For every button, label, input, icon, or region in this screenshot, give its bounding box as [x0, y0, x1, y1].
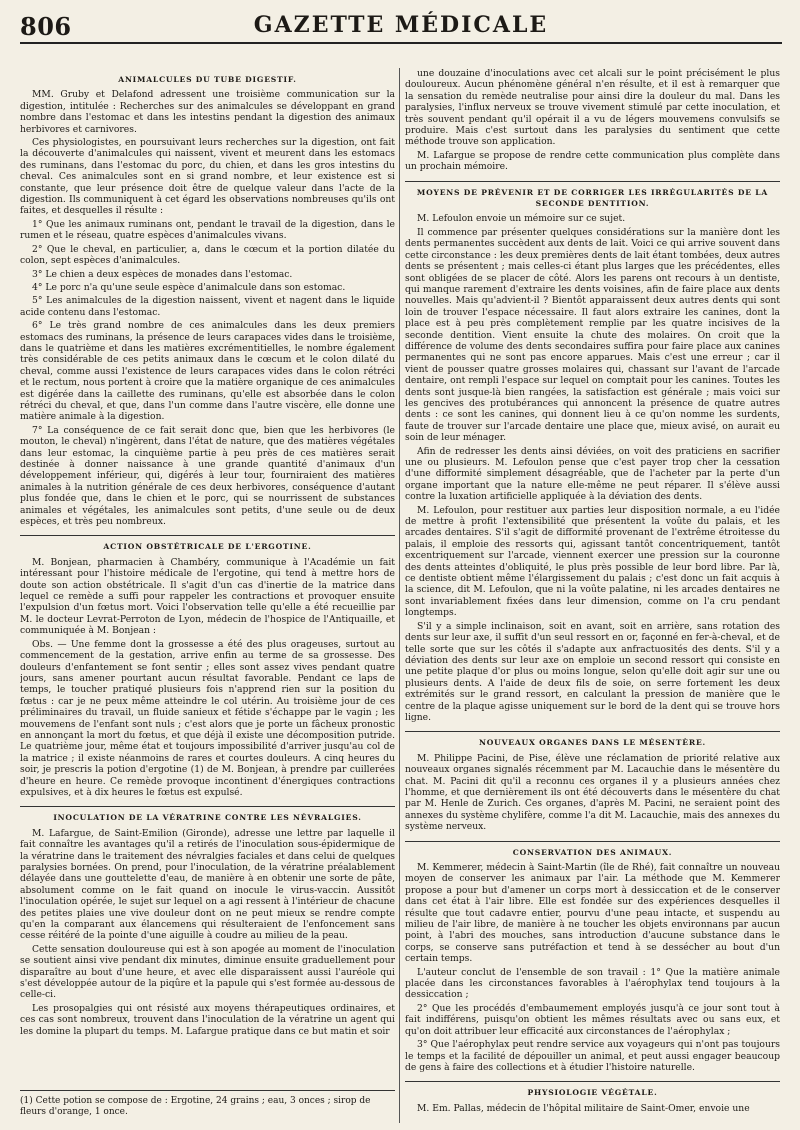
paragraph: 3° Que l'aérophylax peut rendre service aux voyageurs qui n'ont pas toujours le temps et la facilité de dépouiller un animal, et peut aussi engager beaucoup de gens à faire des collections et à étudier l'histoire naturelle. — [405, 1039, 780, 1073]
paragraph: M. Bonjean, pharmacien à Chambéry, communique à l'Académie un fait intéressant pour l'histoire médicale de l'ergotine, qui tend à mettre hors de doute son action obstétricale. Il s'agit d'un cas d'inertie de la matrice dans lequel ce remède a suffi pour rappeler les contractions et provoquer ensuite l'expulsion d'un fœtus mort. Voici l'observation telle qu'elle a été recueillie par M. le docteur Levrat-Perroton de Lyon, médecin de l'hospice de l'Antiquaille, et communiquée à M. Bonjean : — [20, 556, 395, 637]
paragraph: une douzaine d'inoculations avec cet alcali sur le point précisément le plus douloureux. Aucun phénomène général n'en résulte, et il est à remarquer que la sensation du remède neutralise pour ainsi dire la douleur du mal. Dans les paralysies, l'influx nerveux se trouve vivement stimulé par cette inoculation, et très souvent pendant qu'il opérait il a vu de légers mouvemens convulsifs se produire. Mais c'est surtout dans les paralysies du sentiment que cette méthode trouve son application. — [405, 68, 780, 148]
paragraph: M. Em. Pallas, médecin de l'hôpital militaire de Saint-Omer, envoie une — [417, 1102, 750, 1114]
paragraph: 3° Le chien a deux espèces de monades dans l'estomac. — [32, 268, 293, 280]
paragraph: 2° Que les procédés d'embaumement employés jusqu'à ce jour sont tout à fait indifférens, puisqu'on obtient les mêmes résultats avec ou sans eux, et qu'on doit attribuer leur efficacité aux circonstances de l'aérophylax ; — [405, 1002, 780, 1037]
paragraph: Obs. — Une femme dont la grossesse a été des plus orageuses, surtout au commencement de la gestation, arrive enfin au terme de sa grossesse. Des douleurs d'enfantement se font sentir ; elles sont assez vives pendant quatre jours, sans amener pourtant aucun résultat favorable. Pendant ce laps de temps, le toucher pratiqué plusieurs fois n'apprend rien sur la position du fœtus : car je ne peux même atteindre le col utérin. Au troisième jour de ces préliminaires du travail, un fluide sanieux et fétide s'échappe par le vagin ; les mouvemens de l'enfant sont nuls ; c'est alors que je porte un fâcheux pronostic en annonçant la mort du fœtus, et que déjà il existe une décomposition putride. Le quatrième jour, même état et toujours impossibilité d'arriver jusqu'au col de la matrice ; il existe néanmoins de rares et courtes douleurs. A cinq heures du soir, je prescris la potion d'ergotine (1) de M. Bonjean, à prendre par cuillerées d'heure en heure. Ce remède provoque incontinent d'énergiques contractions expulsives, et à dix heures le fœtus est expulsé. — [20, 638, 395, 798]
paragraph: M. Kemmerer, médecin à Saint-Martin (île de Rhé), fait connaître un nouveau moyen de conserver les animaux par l'air. La méthode que M. Kemmerer propose a pour but d'amener un corps mort à dessiccation et de le conserver dans cet état à l'air libre. Elle est fondée sur des expériences desquelles il résulte que tout cadavre entier, pourvu d'une peau intacte, et suspendu au milieu de l'air libre, de manière à ne toucher les objets environnans par aucun point, à l'abri des mouches, sans introduction d'aucune substance dans le corps, se conserve sans putréfaction et tend à se dessécher au bout d'un certain temps. — [405, 862, 780, 965]
section-title: MOYENS DE PRÉVENIR ET DE CORRIGER LES IRRÉGULARITÉS DE LA SECONDE DENTITION. — [405, 181, 780, 210]
section-title: CONSERVATION DES ANIMAUX. — [405, 841, 780, 858]
section-title: ACTION OBSTÉTRICALE DE L'ERGOTINE. — [20, 535, 395, 552]
paragraph: Il commence par présenter quelques considérations sur la manière dont les dents permanentes succèdent aux dents de lait. Voici ce qui arrive souvent dans cette circonstance : les deux premières dents de lait étant tombées, deux autres dents se présentent ; mais celles-ci étant plus larges que les précédentes, elles sont obligées de se placer de côté. Alors les parens ont recours à un dentiste, qui manque rarement d'extraire les dents voisines, afin de faire place aux dents nouvelles. Mais qu'advient-il ? Bientôt apparaissent deux autres dents qui sont loin de trouver l'espace nécessaire. Il faut alors extraire les canines, dont la place est à peu près complètement remplie par les quatre incisives de la seconde dentition. Vient ensuite la chute des molaires. On croit que la différence de volume des dents secondaires suffira pour faire place aux canines permanentes qui ne sont pas encore apparues. Mais c'est une erreur ; car il vient de pousser quatre grosses molaires qui, chassant sur l'avant de l'arcade dentaire, ont rempli l'espace sur lequel on comptait pour les canines. Toutes les dents sont jusque-là bien rangées, la satisfaction est générale ; mais voici sur les gencives des protubérances qui annoncent la présence de quatre autres dents : ce sont les canines, qui donnent lieu à ce qu'on nomme les surdents, faute de trouver sur l'arcade dentaire une place que, mieux avisé, on aurait eu soin de leur ménager. — [405, 226, 780, 444]
paragraph: 2° Que le cheval, en particulier, a, dans le cœcum et la portion dilatée du colon, sept espèces d'animalcules. — [20, 243, 395, 267]
masthead-title: GAZETTE MÉDICALE — [253, 12, 549, 38]
paragraph: M. Philippe Pacini, de Pise, élève une réclamation de priorité relative aux nouveaux organes signalés récemment par M. Lacauchie dans le mésentère du chat. M. Pacini dit qu'il a reconnu ces organes il y a plusieurs années chez l'homme, et que dernièrement ils ont été découverts dans le mésentère du chat par M. Henle de Zurich. Ces organes, d'après M. Pacini, ne seraient point des annexes du système chylifère, comme l'a dit M. Lacauchie, mais des annexes du système nerveux. — [405, 752, 780, 833]
column-divider — [399, 68, 400, 1123]
right-column — [405, 68, 780, 1123]
section-title: NOUVEAUX ORGANES DANS LE MÉSENTÈRE. — [405, 731, 780, 748]
paragraph: M. Lafargue, de Saint-Emilion (Gironde), adresse une lettre par laquelle il fait connaître les avantages qu'il a retirés de l'inoculation sous-épidermique de la vératrine dans le traitement des névralgies faciales et dans celui de quelques paralysies bornées. On prend, pour l'inoculation, de la vératrine préalablement délayée dans une gouttelette d'eau, de manière à en obtenir une sorte de pâte, absolument comme on le fait quand on inocule le virus-vaccin. Aussitôt l'inoculation opérée, le sujet sur lequel on a agi ressent à l'intérieur de chacune des petites plaies une vive douleur dont on ne peut mieux se rendre compte qu'en la comparant aux élancemens qui résulteraient de l'enfoncement sans cesse réitéré de la pointe d'une aiguille à coudre au milieu de la peau. — [20, 827, 395, 942]
paragraph: Les prosopalgies qui ont résisté aux moyens thérapeutiques ordinaires, et ces cas sont nombreux, trouvent dans l'inoculation de la vératrine un agent qui les domine la plupart du temps. M. Lafargue pratique dans ce but matin et soir — [20, 1002, 395, 1037]
paragraph: S'il y a simple inclinaison, soit en avant, soit en arrière, sans rotation des dents sur leur axe, il suffit d'un seul ressort en or, façonné en fer-à-cheval, et de telle sorte que sur les côtés il s'adapte aux anfractuosités des dents. S'il y a déviation des dents sur leur axe on emploie un second ressort qui consiste en une petite plaque d'or plus ou moins longue, selon qu'elle doit agir sur une ou plusieurs dents. A l'aide de deux fils de soie, on serre fortement les deux extrémités sur le grand ressort, en calculant la pression de manière que le centre de la plaque agisse uniquement sur le bord de la dent qui se trouve hors ligne. — [405, 620, 780, 723]
page-header — [20, 12, 782, 44]
paragraph: M. Lefoulon envoie un mémoire sur ce sujet. — [417, 213, 626, 225]
page-number: 806 — [20, 12, 72, 41]
paragraph: Cette sensation douloureuse qui est à son apogée au moment de l'inoculation se soutient ainsi vive pendant dix minutes, diminue ensuite graduellement pour disparaître au bout d'une heure, et avec elle disparaissent aussi l'auréole qui s'est développée autour de la piqûre et la papule qui s'est formée au-dessous de celle-ci. — [20, 943, 395, 1001]
paragraph: Ces physiologistes, en poursuivant leurs recherches sur la digestion, ont fait la découverte d'animalcules qui naissent, vivent et meurent dans les estomacs des ruminans, dans l'estomac du porc, du chien, et dans les gros intestins du cheval. Ces animalcules sont en si grand nombre, et leur existence est si constante, que leur présence doit être de quelque valeur dans l'acte de la digestion. Ils communiquent à cet égard les observations nombreuses qu'ils ont faites, et desquelles il résulte : — [20, 137, 395, 217]
section-title: INOCULATION DE LA VÉRATRINE CONTRE LES NÉVRALGIES. — [20, 806, 395, 823]
footnote: (1) Cette potion se compose de : Ergotine, 24 grains ; eau, 3 onces ; sirop de fleurs d'orange, 1 once. — [20, 1090, 395, 1118]
section-title: ANIMALCULES DU TUBE DIGESTIF. — [118, 75, 297, 84]
paragraph: 7° La conséquence de ce fait serait donc que, bien que les herbivores (le mouton, le cheval) n'ingèrent, dans l'état de nature, que des matières végétales dans leur estomac, la cinquième partie à peu près de ces matières serait destinée à donner naissance à une grande quantité d'animaux d'un développement inférieur, qui, digérés à leur tour, fourniraient des matières animales à la nutrition générale de ces deux herbivores, conséquence d'autant plus fondée que, dans le chien et le porc, qui se nourrissent de substances animales et végétales, les animalcules sont petits, d'une seule ou de deux espèces, et très peu nombreux. — [20, 424, 395, 528]
paragraph: 4° Le porc n'a qu'une seule espèce d'animalcule dans son estomac. — [32, 281, 346, 293]
left-column — [20, 68, 395, 1123]
paragraph: 6° Le très grand nombre de ces animalcules dans les deux premiers estomacs des ruminans, la présence de leurs carapaces vides dans le troisième, dans le quatrième et dans les matières excrémentitielles, le nombre également très considérable de ces petits animaux dans le cœcum et le colon dilaté du cheval, comme aussi l'existence de leurs carapaces vides dans le colon rétréci et le rectum, nous portent à croire que la matière organique de ces animalcules est digérée dans la caillette des ruminans, qu'elle est absorbée dans le colon rétréci du cheval, et que, dans l'un comme dans l'autre viscère, elle donne une matière animale à la digestion. — [20, 320, 395, 423]
paragraph: L'auteur conclut de l'ensemble de son travail : 1° Que la matière animale placée dans les circonstances favorables à l'aérophylax tend toujours à la dessiccation ; — [405, 966, 780, 1001]
paragraph: MM. Gruby et Delafond adressent une troisième communication sur la digestion, intitulée : Recherches sur des animalcules se développant en grand nombre dans l'estomac et dans les intestins pendant la digestion des animaux herbivores et carnivores. — [20, 89, 395, 135]
paragraph: M. Lafargue se propose de rendre cette communication plus complète dans un prochain mémoire. — [405, 149, 780, 173]
paragraph: 5° Les animalcules de la digestion naissent, vivent et nagent dans le liquide acide contenu dans l'estomac. — [20, 295, 395, 318]
paragraph: 1° Que les animaux ruminans ont, pendant le travail de la digestion, dans le rumen et le réseau, quatre espèces d'animalcules vivans. — [20, 218, 395, 242]
paragraph: M. Lefoulon, pour restituer aux parties leur disposition normale, a eu l'idée de mettre à profit l'extensibilité que présentent la voûte du palais, et les arcades dentaires. S'il s'agit de difformité provenant de l'extrême étroitesse du palais, il emploie des ressorts qui, agissant tantôt concentriquement, tantôt excentriquement sur l'arcade, viennent exercer une pression sur la couronne des dents atteintes d'obliquité, le plus près possible de leur bord libre. Par là, ce dentiste obtient même l'élargissement du palais ; c'est donc un fait acquis à la science, dit M. Lefoulon, que ni la voûte palatine, ni les arcades dentaires ne sont invariablement fixées dans leur dimension, comme on l'a cru pendant longtemps. — [405, 504, 780, 619]
section-title: PHYSIOLOGIE VÉGÉTALE. — [405, 1081, 780, 1098]
paragraph: Afin de redresser les dents ainsi déviées, on voit des praticiens en sacrifier une ou plusieurs. M. Lefoulon pense que c'est payer trop cher la cessation d'une difformité simplement désagréable, que de l'acheter par la perte d'un organe important que la nature elle-même ne peut réparer. Il s'élève aussi contre la luxation artificielle appliquée à la déviation des dents. — [405, 445, 780, 503]
